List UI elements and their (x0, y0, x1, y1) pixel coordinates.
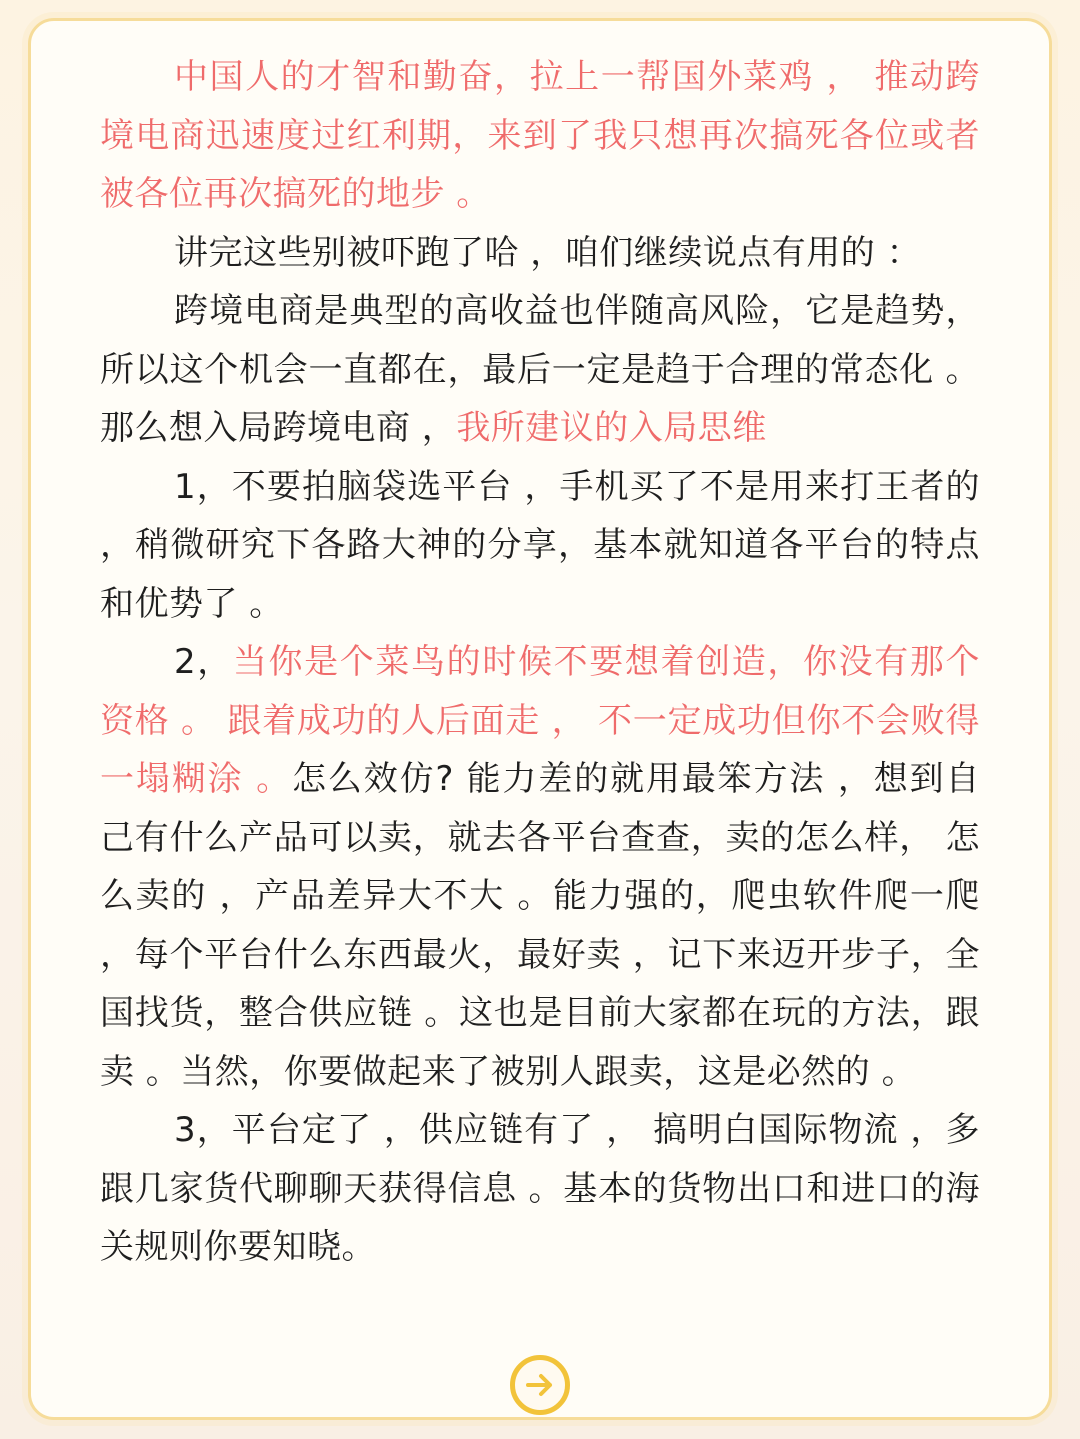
highlight-text: 当你是个菜鸟的时候不要想着创造，你没有那个资格 。 跟着成功的人后面走 ， 不一定成功但你不会败得一塌糊涂 。 (100, 642, 981, 799)
paragraph-3 (100, 282, 980, 458)
next-page-button[interactable] (510, 1355, 570, 1415)
paragraph-6 (100, 1101, 980, 1277)
arrow-right-icon (525, 1372, 555, 1398)
highlight-text: 我所建议的入局思维 (456, 408, 767, 448)
body-text: 3，平台定了 ，供应链有了 ， 搞明白国际物流 ，多跟几家货代聊聊天获得信息 。基本的货物出口和进口的海关规则你要知晓。 (100, 1110, 980, 1267)
body-text: 1，不要拍脑袋选平台 ，手机买了不是用来打王者的 ，稍微研究下各路大神的分享，基本就知道各平台的特点和优势了 。 (100, 466, 980, 624)
body-text: 跨境电商是典型的高收益也伴随高风险，它是趋势， 所以这个机会一直都在，最后一定是趋于合理的常态化 。那么想入局跨境电商 ， (100, 291, 980, 448)
body-text: 讲完这些别被吓跑了哈 ，咱们继续说点有用的 ： (174, 232, 922, 273)
paragraph-2 (100, 224, 980, 283)
paragraph-4 (100, 458, 980, 634)
paragraph-5 (100, 633, 980, 1101)
article-body (100, 48, 980, 1277)
paragraph-1 (100, 48, 980, 224)
body-text: 怎么效仿? 能力差的就用最笨方法 ，想到自己有什么产品可以卖，就去各平台查查，卖的怎么样， 怎么卖的 ，产品差异大不大 。能力强的，爬虫软件爬一爬 ，每个平台什么东西最火，最好卖 ，记下来迈开步子，全国找货，整合供应链 。这也是目前大家都在玩的方法，跟卖 。当然，你要做起来了被别人跟卖，这是必然的 。 (100, 759, 980, 1092)
body-text: 2， (174, 642, 233, 682)
highlight-text: 中国人的才智和勤奋，拉上一帮国外菜鸡 ， 推动跨境电商迅速度过红利期，来到了我只想再次搞死各位或者被各位再次搞死的地步 。 (100, 57, 980, 214)
